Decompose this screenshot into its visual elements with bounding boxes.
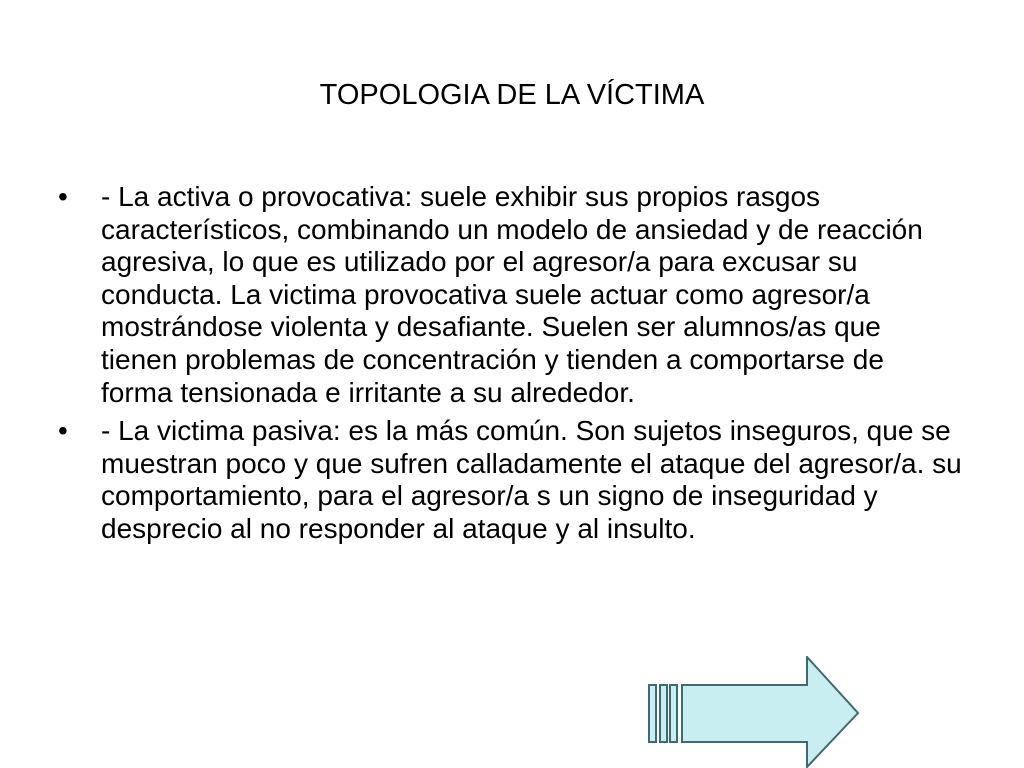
next-slide-button[interactable] xyxy=(648,656,861,768)
bullet-text: - La activa o provocativa: suele exhibir sus propios rasgos característicos, combinando un modelo de ansiedad y de reacción agresiva, lo que es utilizado por el agresor/a para excusar su conducta. La victima provocativa suele actuar como agresor/a mostrándose violenta y desafiante. Suelen ser alumnos/as que tienen problemas de concentración y tienden a comportarse de forma tensionada e irritante a su alrededor. xyxy=(101,181,923,408)
bullet-item-active-victim xyxy=(58,181,963,409)
slide-title: TOPOLOGIA DE LA VÍCTIMA xyxy=(319,79,705,111)
bullet-list xyxy=(58,181,963,552)
bullet-icon: • xyxy=(58,181,68,212)
arrow-body xyxy=(682,657,858,767)
arrow-stripe-3 xyxy=(670,685,677,742)
bullet-item-passive-victim xyxy=(58,415,963,545)
arrow-stripe-2 xyxy=(660,685,667,742)
bullet-icon: • xyxy=(58,415,68,447)
bullet-text: - La victima pasiva: es la más común. Son sujetos inseguros, que se muestran poco y que sufren calladamente el ataque del agresor/a. su comportamiento, para el agresor/a s un signo de inseguridad y desprecio al no responder al ataque y al insulto. xyxy=(101,415,962,544)
right-arrow-icon xyxy=(649,657,858,767)
arrow-stripe-1 xyxy=(649,685,656,742)
